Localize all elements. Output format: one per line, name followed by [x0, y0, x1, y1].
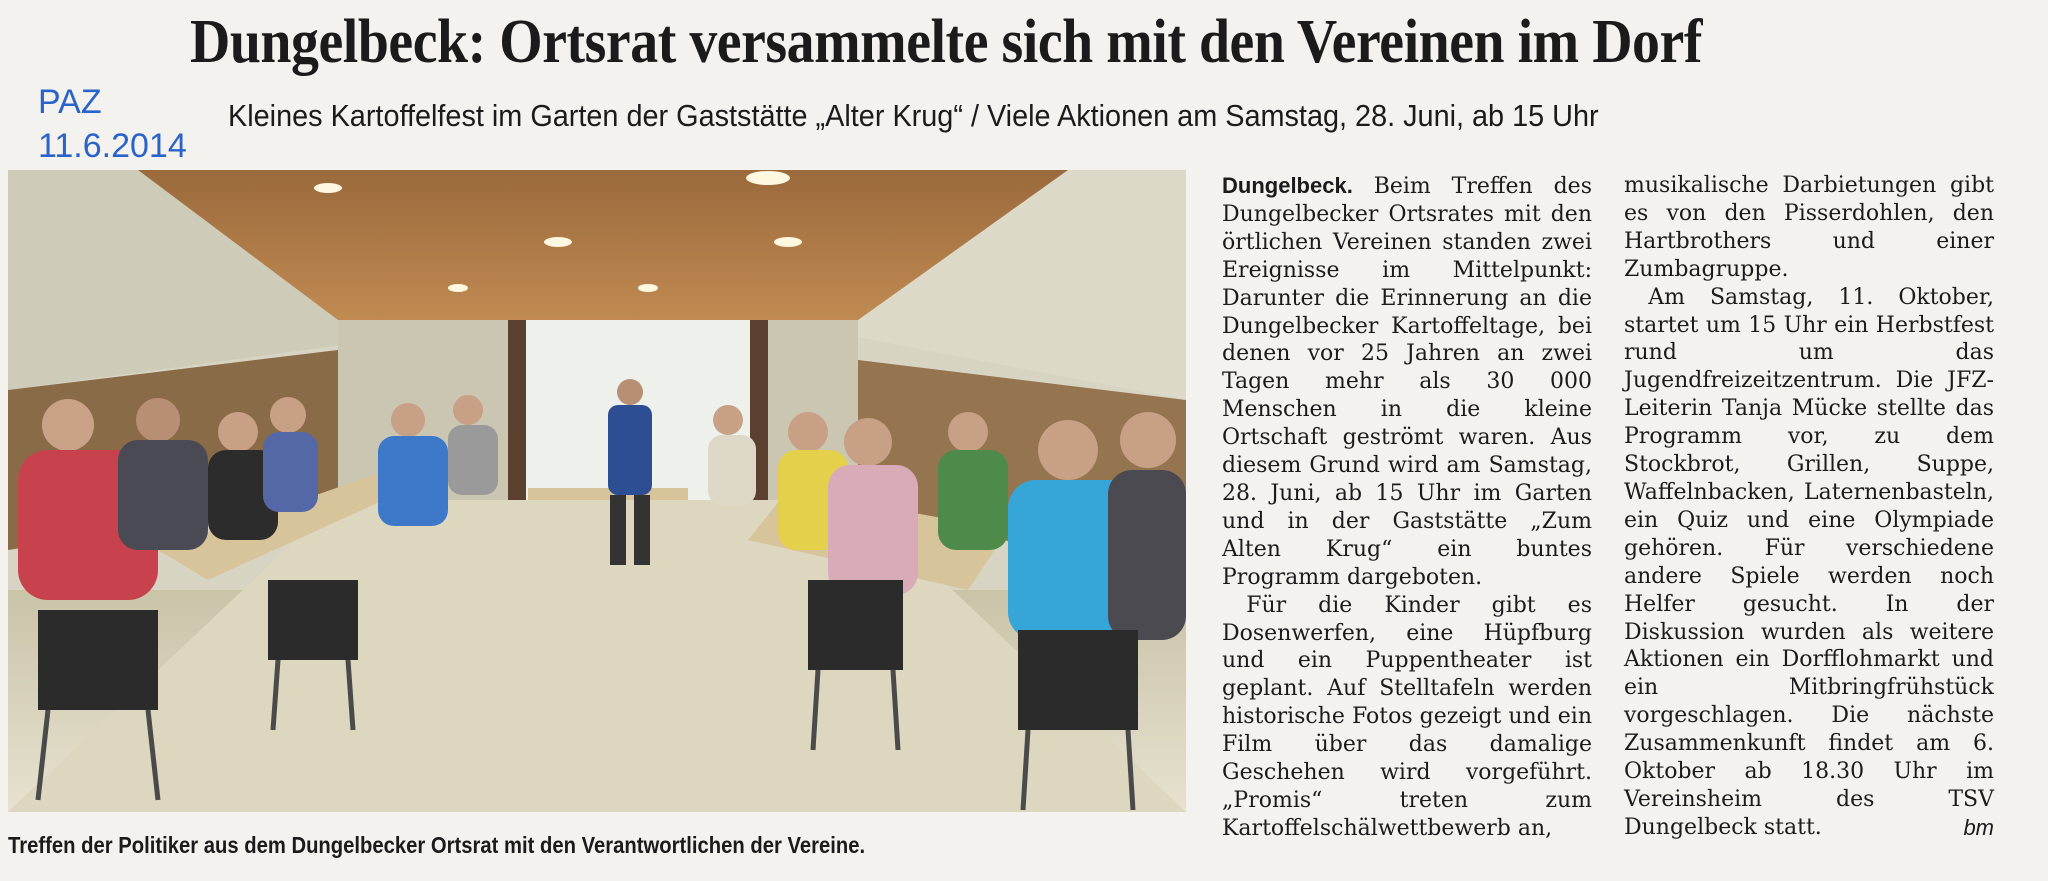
article-column-1	[1222, 172, 1592, 843]
subheadline: Kleines Kartoffelfest im Garten der Gaststätte „Alter Krug“ / Viele Aktionen am Samstag, 28. Juni, ab 15 Uhr	[228, 98, 1599, 133]
date-stamp	[38, 80, 187, 168]
article-text: Am Samstag, 11. Oktober, startet um 15 Uhr ein Herbstfest rund um das Jugendfreizeitzentrum. Die JFZ-Leiterin Tanja Mücke stellte das Programm vor, zu dem Stockbrot, Grillen, Suppe, Waffelnbacken, Laternenbasteln, ein Quiz und eine Olympiade gehören. Für verschiedene andere Spiele werden noch Helfer gesucht. In der Diskussion wurden als weitere Aktionen ein Dorfflohmarkt und ein Mitbringfrühstück vorgeschlagen. Die nächste Zusammenkunft findet am 6. Oktober ab 18.30 Uhr im Vereinsheim des TSV Dungelbeck statt.	[1624, 284, 1994, 840]
article-paragraph: Für die Kinder gibt es Dosenwerfen, eine Hüpfburg und ein Puppentheater ist geplant. Auf Stelltafeln werden historische Fotos gezeigt und ein Film über das damalige Geschehen wird vorgeführt. „Promis“ treten zum Kartoffelschälwettbewerb an,	[1222, 592, 1592, 841]
article-photo	[8, 170, 1186, 812]
stamp-date: 11.6.2014	[38, 127, 187, 165]
headline: Dungelbeck: Ortsrat versammelte sich mit den Vereinen im Dorf	[190, 8, 1702, 76]
author-signature: bm	[1963, 814, 1994, 840]
article-column-2	[1624, 172, 1994, 842]
article-text: Beim Treffen des Dungelbecker Ortsrates mit den örtlichen Vereinen standen zwei Ereignisse im Mittelpunkt: Darunter die Erinnerung an die Dungelbecker Kartoffeltage, bei denen vor 25 Jahren an zwei Tagen mehr als 30 000 Menschen in die kleine Ortschaft geströmt waren. Aus diesem Grund wird am Samstag, 28. Juni, ab 15 Uhr im Garten und in der Gaststätte „Zum Alten Krug“ ein buntes Programm dargeboten.	[1222, 174, 1592, 590]
article-paragraph	[1624, 284, 1994, 842]
article-paragraph: musikalische Darbietungen gibt es von den Pisserdohlen, den Hartbrothers und einer Zumbagruppe.	[1624, 173, 1994, 282]
photo-caption: Treffen der Politiker aus dem Dungelbecker Ortsrat mit den Verantwortlichen der Vereine.	[8, 832, 866, 858]
stamp-source: PAZ	[38, 83, 102, 121]
article-dateline: Dungelbeck.	[1222, 173, 1353, 198]
article-paragraph	[1222, 172, 1592, 592]
meeting-room-photo	[8, 170, 1186, 812]
